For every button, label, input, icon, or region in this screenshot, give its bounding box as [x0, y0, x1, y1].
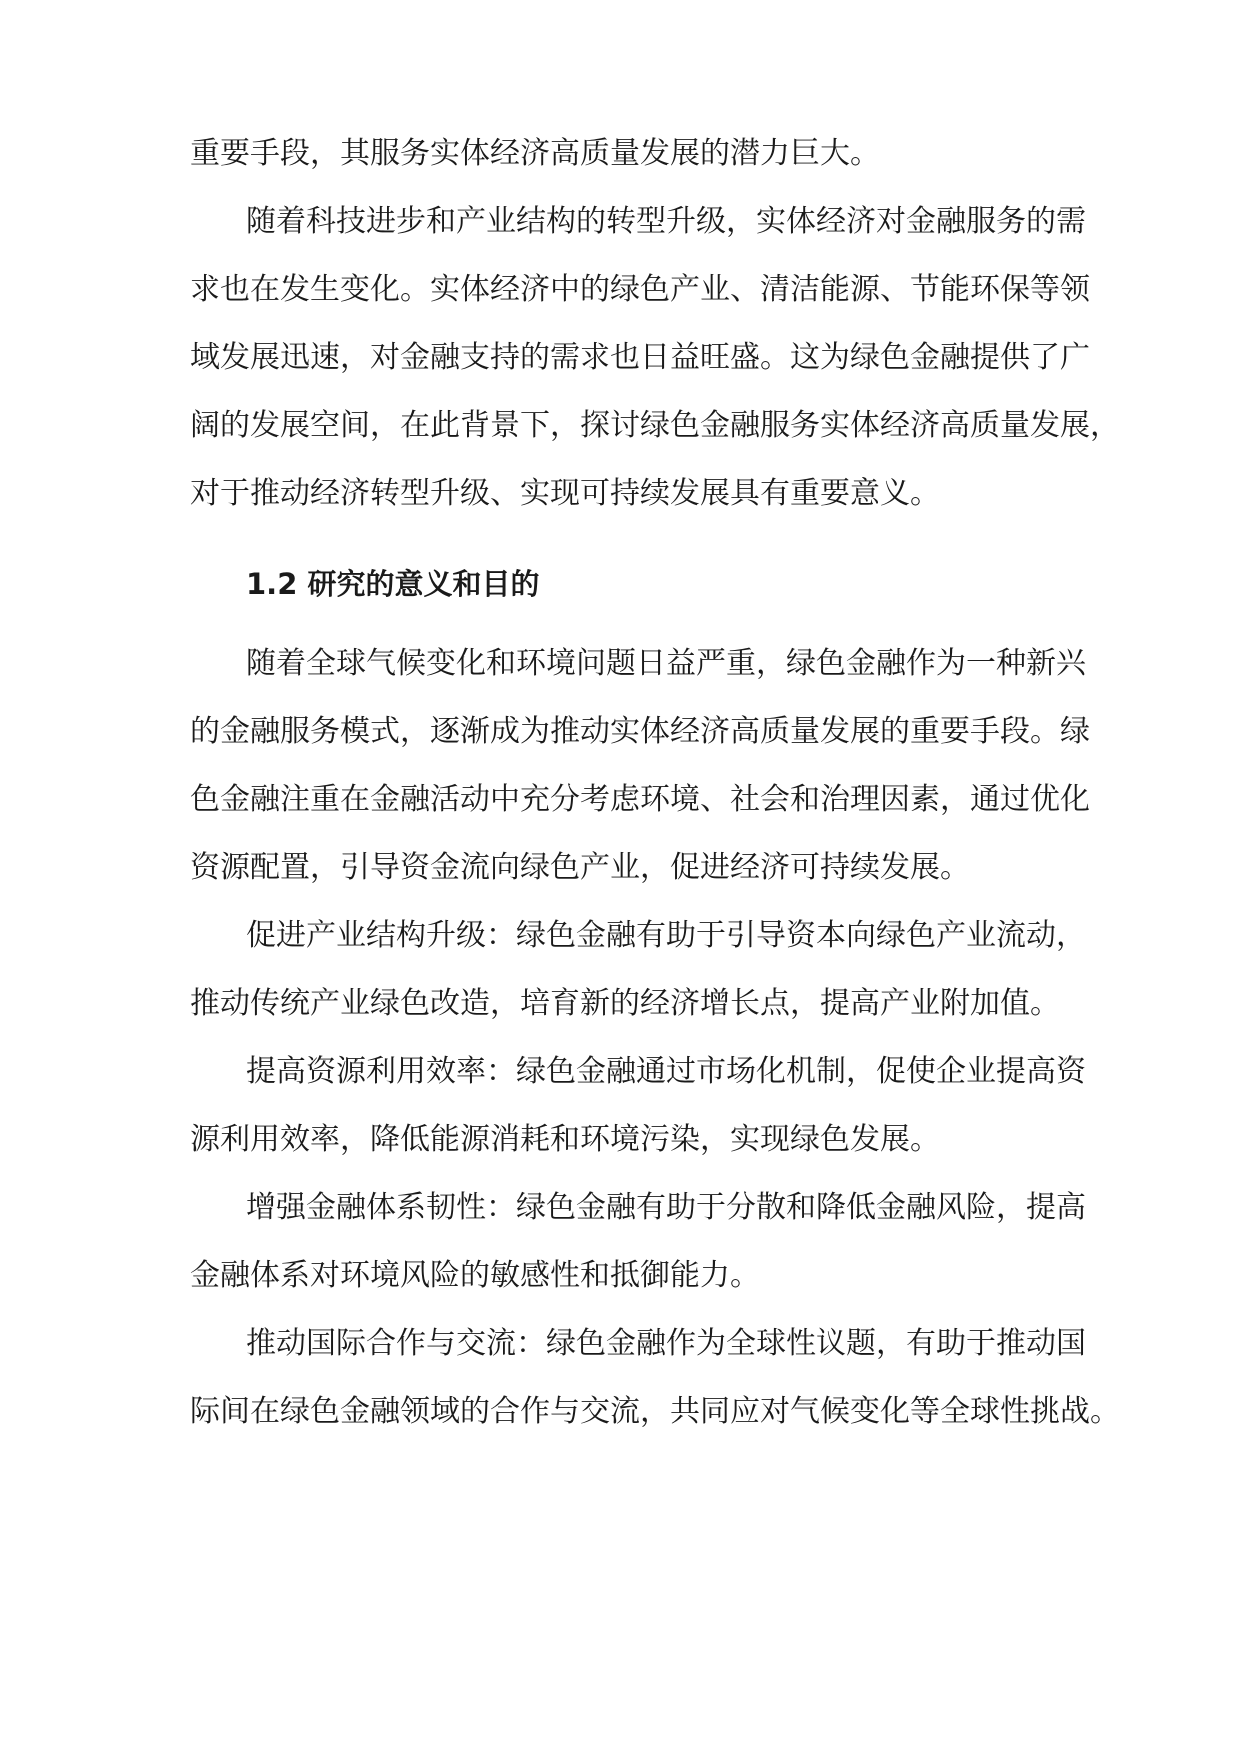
paragraph-line: 际间在绿色金融领域的合作与交流，共同应对气候变化等全球性挑战。	[190, 1394, 1120, 1429]
section-heading: 1.2 研究的意义和目的	[246, 567, 540, 601]
paragraph-line: 域发展迅速，对金融支持的需求也日益旺盛。这为绿色金融提供了广	[190, 340, 1090, 375]
paragraph-line: 源利用效率，降低能源消耗和环境污染，实现绿色发展。	[190, 1122, 940, 1157]
paragraph-line: 提高资源利用效率：绿色金融通过市场化机制，促使企业提高资	[246, 1054, 1086, 1089]
paragraph-line: 随着科技进步和产业结构的转型升级，实体经济对金融服务的需	[246, 204, 1086, 239]
paragraph-line: 求也在发生变化。实体经济中的绿色产业、清洁能源、节能环保等领	[190, 272, 1090, 307]
paragraph-line: 重要手段，其服务实体经济高质量发展的潜力巨大。	[190, 136, 880, 171]
paragraph-line: 阔的发展空间，在此背景下，探讨绿色金融服务实体经济高质量发展，	[190, 408, 1120, 443]
paragraph-line: 资源配置，引导资金流向绿色产业，促进经济可持续发展。	[190, 850, 970, 885]
paragraph-line: 的金融服务模式，逐渐成为推动实体经济高质量发展的重要手段。绿	[190, 714, 1090, 749]
paragraph-line: 增强金融体系韧性：绿色金融有助于分散和降低金融风险，提高	[246, 1190, 1086, 1225]
paragraph-line: 促进产业结构升级：绿色金融有助于引导资本向绿色产业流动，	[246, 918, 1086, 953]
paragraph-line: 推动传统产业绿色改造，培育新的经济增长点，提高产业附加值。	[190, 986, 1060, 1021]
paragraph-line: 推动国际合作与交流：绿色金融作为全球性议题，有助于推动国	[246, 1326, 1086, 1361]
paragraph-line: 随着全球气候变化和环境问题日益严重，绿色金融作为一种新兴	[246, 646, 1086, 681]
paragraph-line: 色金融注重在金融活动中充分考虑环境、社会和治理因素，通过优化	[190, 782, 1090, 817]
paragraph-line: 金融体系对环境风险的敏感性和抵御能力。	[190, 1258, 760, 1293]
paragraph-line: 对于推动经济转型升级、实现可持续发展具有重要意义。	[190, 476, 940, 511]
